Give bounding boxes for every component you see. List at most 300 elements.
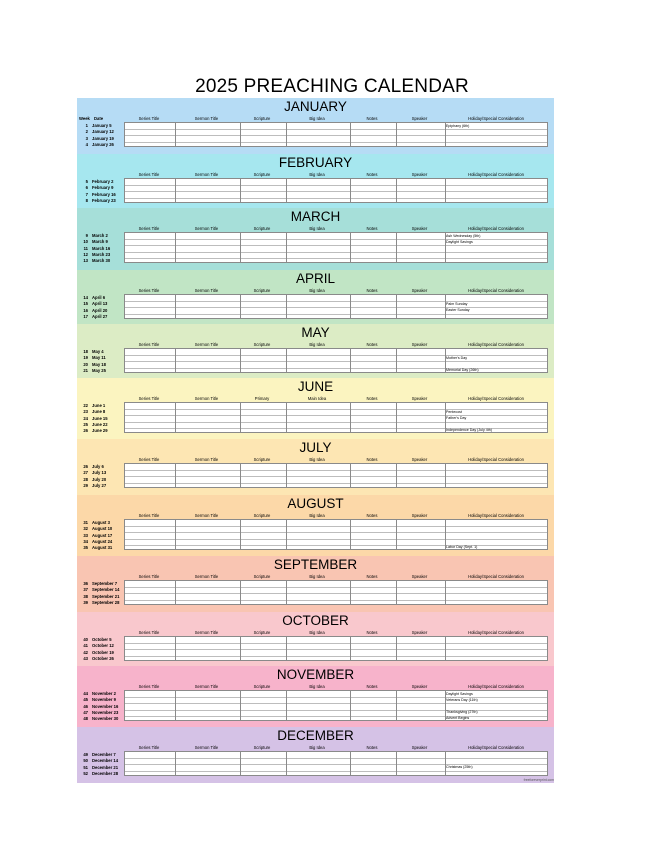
week-number: 6 [85,185,88,191]
month-name: JUNE [297,379,334,394]
column-header: Speaker [411,172,428,177]
planning-cell[interactable] [395,427,444,433]
column-header: Holiday/Special Consideration [468,342,524,347]
planning-cell[interactable] [349,427,395,433]
planning-cell[interactable] [239,141,285,147]
sunday-date: May 4 [92,349,104,355]
week-number: 45 [83,697,88,703]
column-header: Scripture [253,116,271,121]
footer-credit: freeforeverprint.com [523,778,554,782]
week-number: 12 [83,251,88,257]
planning-cell[interactable] [174,544,239,550]
column-header: Scripture [253,288,271,293]
holiday-note: Daylight Savings [446,239,473,244]
week-number: 34 [83,538,88,544]
planning-cell[interactable] [174,655,239,661]
planning-cell[interactable] [124,544,174,550]
sunday-date: July 27 [92,482,107,488]
planning-cell[interactable] [395,197,444,203]
week-number: 7 [85,191,88,197]
month-name: JANUARY [284,99,347,114]
month-block-january [77,98,554,154]
planning-cell[interactable] [239,367,285,373]
planning-cell[interactable] [285,313,349,319]
week-number: 51 [83,764,88,770]
month-block-july [77,439,554,495]
month-name: JULY [299,440,332,455]
week-number: 43 [83,655,88,661]
sunday-date: November 23 [92,709,119,715]
planning-cell[interactable] [285,197,349,203]
week-number: 4 [85,141,88,147]
date-header: Date [94,116,104,121]
planning-cell[interactable] [285,482,349,488]
column-header: Notes [366,172,378,177]
planning-cell[interactable] [174,427,239,433]
planning-cell[interactable] [395,367,444,373]
planning-cell[interactable] [444,599,548,605]
week-number: 22 [83,403,88,409]
sunday-date: December 7 [92,752,116,758]
planning-cell[interactable] [239,599,285,605]
sunday-date: April 6 [92,295,106,301]
holiday-note: Palm Sunday [446,301,468,306]
column-header: Notes [366,630,378,635]
holiday-note: Father's Day [446,416,467,420]
column-header: Big Idea [309,513,325,518]
planning-cell[interactable] [349,715,395,721]
column-header: Sermon Title [194,342,219,347]
column-header: Speaker [411,396,428,401]
column-header: Series Title [138,630,160,635]
week-number: 47 [83,709,88,715]
planning-cell[interactable] [124,313,174,319]
planning-cell[interactable] [124,482,174,488]
column-header: Notes [366,684,378,689]
sunday-date: October 5 [92,637,112,643]
month-name: FEBRUARY [278,155,353,170]
planning-cell[interactable] [349,367,395,373]
column-header: Series Title [138,116,160,121]
sunday-date: October 26 [92,655,114,661]
column-header: Notes [366,396,378,401]
sunday-date: July 20 [92,476,107,482]
column-header: Holiday/Special Consideration [468,172,524,177]
week-number: 41 [83,643,88,649]
planning-cell[interactable] [124,257,174,263]
sunday-date: August 10 [92,526,113,532]
sunday-date: January 5 [92,123,112,129]
week-number: 31 [83,520,88,526]
column-header: Notes [366,574,378,579]
planning-cell[interactable] [395,482,444,488]
sunday-date: June 15 [92,415,108,421]
column-header: Sermon Title [194,684,219,689]
column-header: Sermon Title [194,513,219,518]
column-header: Speaker [411,226,428,231]
planning-cell[interactable] [285,655,349,661]
column-header: Notes [366,342,378,347]
sunday-date: December 21 [92,764,119,770]
planning-cell[interactable] [444,197,548,203]
planning-cell[interactable] [444,482,548,488]
column-header: Big Idea [309,288,325,293]
planning-cell[interactable] [349,141,395,147]
sunday-date: February 9 [92,185,114,191]
month-block-april [77,270,554,324]
column-header: Notes [366,745,378,750]
week-number: 2 [85,129,88,135]
planning-cell[interactable] [124,367,174,373]
column-header: Notes [366,116,378,121]
week-number: 8 [85,197,88,203]
column-header: Notes [366,226,378,231]
month-name: APRIL [295,271,336,286]
column-header: Big Idea [309,574,325,579]
planning-cell[interactable] [349,770,395,776]
sunday-date: April 27 [92,313,108,319]
week-number: 23 [83,409,88,415]
sunday-date: May 25 [92,367,106,373]
week-number: 10 [83,239,88,245]
planning-cell[interactable] [239,313,285,319]
week-number: 14 [83,295,88,301]
sunday-date: November 9 [92,697,116,703]
holiday-note: Christmas (25th) [446,765,473,769]
planning-cell[interactable] [124,599,174,605]
planning-cell[interactable] [174,770,239,776]
sunday-date: September 7 [92,581,118,587]
planning-cell[interactable] [285,544,349,550]
planning-cell[interactable] [444,367,548,373]
planning-cell[interactable] [444,427,548,433]
planning-cell[interactable] [285,141,349,147]
month-name: AUGUST [287,496,344,511]
planning-cell[interactable] [444,770,548,776]
sunday-date: August 3 [92,520,110,526]
column-header: Sermon Title [194,116,219,121]
month-block-march [77,208,554,270]
week-number: 24 [83,415,88,421]
sunday-date: September 28 [92,599,120,605]
sunday-date: August 24 [92,538,113,544]
column-header: Sermon Title [194,226,219,231]
sunday-date: June 8 [92,409,106,415]
sunday-date: November 30 [92,716,119,721]
month-block-august [77,495,554,556]
planning-cell[interactable] [349,313,395,319]
week-number: 39 [83,599,88,605]
sunday-date: November 16 [92,703,119,709]
column-header: Series Title [138,684,160,689]
planning-cell[interactable] [395,599,444,605]
week-number: 44 [83,691,88,697]
planning-cell[interactable] [124,770,174,776]
week-number: 16 [83,307,88,313]
week-number: 26 [83,464,88,470]
column-header: Speaker [411,745,428,750]
planning-cell[interactable] [395,141,444,147]
sunday-date: March 2 [92,233,108,239]
column-header: Scripture [253,513,271,518]
planning-cell[interactable] [285,427,349,433]
column-header: Scripture [253,457,271,462]
week-number: 36 [83,581,88,587]
month-name: NOVEMBER [276,667,355,682]
sunday-date: February 23 [92,197,116,203]
planning-cell[interactable] [239,544,285,550]
sunday-date: August 31 [92,545,113,550]
column-header: Holiday/Special Consideration [468,226,524,231]
week-number: 26 [83,428,88,433]
month-block-september [77,556,554,612]
week-number: 19 [83,355,88,361]
planning-cell[interactable] [239,715,285,721]
column-header: Scripture [253,574,271,579]
column-header: Series Title [138,288,160,293]
month-block-february [77,154,554,208]
column-header: Holiday/Special Consideration [468,684,524,689]
week-number: 37 [83,587,88,593]
column-header: Notes [366,513,378,518]
column-header: Big Idea [309,342,325,347]
week-number: 27 [83,470,88,476]
planning-cell[interactable] [124,197,174,203]
column-header: Scripture [253,630,271,635]
sunday-date: June 1 [92,403,106,409]
column-header: Sermon Title [194,630,219,635]
column-header: Holiday/Special Consideration [468,745,524,750]
planning-cell[interactable] [349,655,395,661]
week-number: 32 [83,526,88,532]
planning-cell[interactable] [444,313,548,319]
week-number: 42 [83,649,88,655]
week-number: 29 [83,482,88,488]
sunday-date: March 23 [92,251,111,257]
column-header: Series Title [138,172,160,177]
column-header: Speaker [411,116,428,121]
planning-cell[interactable] [349,257,395,263]
planning-cell[interactable] [395,313,444,319]
column-header: Series Title [138,226,160,231]
planning-cell[interactable] [444,655,548,661]
month-name: MAY [301,325,330,340]
holiday-note: Veterans Day (11th) [446,697,478,702]
month-block-may [77,324,554,378]
week-number: 52 [83,770,88,776]
column-header: Big Idea [309,630,325,635]
planning-cell[interactable] [444,141,548,147]
column-header: Big Idea [309,226,325,231]
column-header: Series Title [138,574,160,579]
month-name: DECEMBER [277,728,354,743]
week-number: 50 [83,758,88,764]
planning-cell[interactable] [124,141,174,147]
month-block-june [77,378,554,439]
planning-cell[interactable] [174,313,239,319]
column-header: Speaker [411,684,428,689]
column-header: Scripture [253,684,271,689]
planning-cell[interactable] [285,715,349,721]
column-header: Speaker [411,457,428,462]
week-number: 11 [83,245,88,251]
column-header: Notes [366,288,378,293]
column-header: Primary [254,396,270,401]
sunday-date: March 9 [92,239,108,245]
planning-cell[interactable] [239,197,285,203]
column-header: Holiday/Special Consideration [468,630,524,635]
planning-cell[interactable] [239,257,285,263]
calendar-table [77,98,554,783]
sunday-date: April 20 [92,307,108,313]
month-block-october [77,612,554,666]
sunday-date: January 26 [92,141,114,147]
column-header: Holiday/Special Consideration [468,574,524,579]
column-header: Speaker [411,342,428,347]
week-number: 3 [85,135,88,141]
planning-cell[interactable] [239,482,285,488]
column-header: Series Title [138,457,160,462]
column-header: Speaker [411,288,428,293]
week-header: Week [79,116,90,121]
sunday-date: March 30 [92,258,111,263]
column-header: Sermon Title [194,574,219,579]
sunday-date: January 19 [92,135,114,141]
column-header: Series Title [138,745,160,750]
sunday-date: March 16 [92,245,111,251]
column-header: Sermon Title [194,172,219,177]
week-number: 17 [83,313,88,319]
sunday-date: May 11 [92,355,106,361]
planning-cell[interactable] [174,482,239,488]
sunday-date: July 13 [92,470,107,476]
planning-cell[interactable] [174,367,239,373]
planning-cell[interactable] [285,770,349,776]
holiday-note: Easter Sunday [446,308,470,312]
sunday-date: December 14 [92,758,119,764]
week-number: 25 [83,421,88,427]
column-header: Sermon Title [194,396,219,401]
sunday-date: October 12 [92,643,114,649]
column-header: Speaker [411,513,428,518]
week-number: 18 [83,349,88,355]
planning-cell[interactable] [239,770,285,776]
planning-cell[interactable] [124,427,174,433]
planning-cell[interactable] [174,599,239,605]
column-header: Holiday/Special Consideration [468,288,524,293]
planning-cell[interactable] [174,141,239,147]
planning-cell[interactable] [349,197,395,203]
week-number: 35 [83,545,88,550]
sunday-date: February 16 [92,191,116,197]
column-header: Main Idea [307,396,327,401]
column-header: Scripture [253,172,271,177]
week-number: 38 [83,593,88,599]
planning-cell[interactable] [285,599,349,605]
sunday-date: July 6 [92,464,104,470]
month-name: OCTOBER [282,613,349,628]
column-header: Speaker [411,630,428,635]
holiday-note: Daylight Savings [446,691,473,696]
month-block-december [77,727,554,783]
planning-cell[interactable] [349,482,395,488]
column-header: Holiday/Special Consideration [468,396,524,401]
column-header: Big Idea [309,116,325,121]
sunday-date: September 14 [92,587,120,593]
holiday-note: Epiphany (6th) [446,123,470,128]
sunday-date: June 22 [92,421,108,427]
planning-cell[interactable] [444,544,548,550]
planning-cell[interactable] [124,715,174,721]
holiday-note: Mother's Day [446,355,468,360]
page-title: 2025 PREACHING CALENDAR [195,76,469,97]
planning-cell[interactable] [349,544,395,550]
planning-cell[interactable] [124,655,174,661]
column-header: Notes [366,457,378,462]
week-number: 15 [83,301,88,307]
holiday-note: Advent Begins [446,716,470,721]
column-header: Holiday/Special Consideration [468,457,524,462]
planning-cell[interactable] [239,655,285,661]
sunday-date: February 2 [92,179,114,185]
planning-cell[interactable] [349,599,395,605]
planning-cell[interactable] [395,715,444,721]
column-header: Scripture [253,342,271,347]
month-block-november [77,666,554,727]
month-name: MARCH [290,209,341,224]
week-number: 13 [83,258,88,263]
sunday-date: August 17 [92,532,113,538]
column-header: Series Title [138,342,160,347]
planning-cell[interactable] [395,257,444,263]
sunday-date: December 28 [92,770,119,776]
holiday-note: Pentecost [446,409,462,414]
planning-cell[interactable] [285,257,349,263]
holiday-note: Ash Wednesday (5th) [446,233,481,238]
month-name: SEPTEMBER [273,557,358,572]
column-header: Holiday/Special Consideration [468,513,524,518]
week-number: 5 [85,179,88,185]
sunday-date: September 21 [92,593,120,599]
column-header: Series Title [138,396,160,401]
week-number: 21 [83,367,88,373]
planning-cell[interactable] [174,257,239,263]
planning-cell[interactable] [174,715,239,721]
holiday-note: Labor Day (Sept. 1) [446,545,478,550]
planning-cell[interactable] [239,427,285,433]
week-number: 49 [83,752,88,758]
planning-cell[interactable] [174,197,239,203]
week-number: 40 [83,637,88,643]
planning-cell[interactable] [444,257,548,263]
planning-cell[interactable] [444,715,548,721]
planning-cell[interactable] [395,655,444,661]
week-number: 1 [85,123,88,129]
column-header: Scripture [253,226,271,231]
column-header: Series Title [138,513,160,518]
column-header: Sermon Title [194,288,219,293]
sunday-date: November 2 [92,691,116,697]
column-header: Big Idea [309,172,325,177]
week-number: 33 [83,532,88,538]
planning-cell[interactable] [285,367,349,373]
column-header: Big Idea [309,457,325,462]
column-header: Holiday/Special Consideration [468,116,524,121]
sunday-date: May 18 [92,361,106,367]
sunday-date: April 13 [92,301,108,307]
planning-cell[interactable] [395,544,444,550]
planning-cell[interactable] [395,770,444,776]
